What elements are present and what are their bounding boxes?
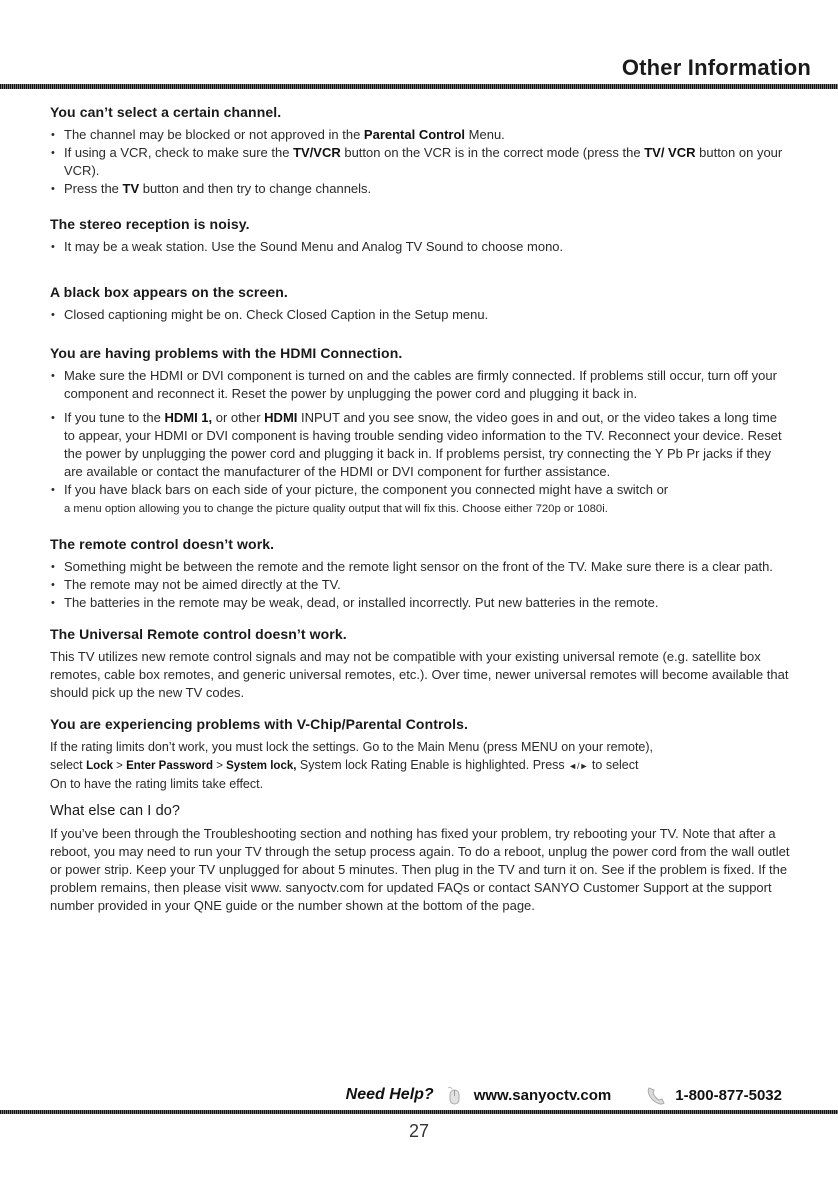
paragraph: This TV utilizes new remote control signals and may not be compatible with your existing universal remote (e.g. satellite box remotes, cable box remotes, and generic universal remotes, etc.). Over time, newer universal remotes will become available that should pick up the new TV codes. — [50, 649, 789, 700]
main-content — [50, 104, 790, 915]
section-stereo — [50, 216, 790, 256]
arrow-keys-icon: ◄/► — [568, 761, 589, 771]
section-heading: The stereo reception is noisy. — [50, 216, 250, 232]
bullet-list — [50, 238, 790, 256]
list-item: • If you have black bars on each side of your picture, the component you connected might have a switch or a menu option allowing you to change the picture quality output that will fix this. Choose either 720p or 1080i. — [50, 481, 790, 518]
list-item: • The batteries in the remote may be weak, dead, or installed incorrectly. Put new batteries in the remote. — [50, 594, 790, 612]
list-item: • Press the TV button and then try to change channels. — [50, 180, 790, 198]
footer-divider — [0, 1110, 838, 1114]
need-help-label: Need Help? — [345, 1086, 434, 1103]
list-item: • If you tune to the HDMI 1, or other HDMI INPUT and you see snow, the video goes in and out, or the video takes a long time to appear, your HDMI or DVI component is having trouble sending video information to the TV. Reconnect your device. Reset the power by unplugging the power cord and plugging it back in. If problems persist, try connecting the Y Pb Pr jacks if they are available or contact the manufacturer of the HDMI or DVI component for further assistance. — [50, 409, 790, 481]
computer-mouse-icon — [444, 1085, 464, 1105]
section-black-box — [50, 284, 790, 324]
paragraph: If you’ve been through the Troubleshooting section and nothing has fixed your problem, try rebooting your TV. Note that after a reboot, you may need to run your TV through the setup process again. To do a reboot, unplug the power cord from the wall outlet or power strip. Keep your TV unplugged for about 5 minutes. Then plug in the TV and turn it on. See if the problem is fixed. If the problem remains, then please visit www. sanyoctv.com for updated FAQs or contact SANYO Customer Support at the support number provided in your QNE guide or the number shown at the bottom of the page. — [50, 826, 790, 913]
section-what-else — [50, 803, 790, 915]
list-item: • Something might be between the remote and the remote light sensor on the front of the TV. Make sure there is a clear path. — [50, 558, 790, 576]
section-vchip — [50, 716, 790, 793]
section-channel — [50, 104, 790, 198]
section-heading: A black box appears on the screen. — [50, 284, 288, 300]
list-item: • If using a VCR, check to make sure the TV/VCR button on the VCR is in the correct mode (press the TV/ VCR button on your VCR). — [50, 144, 790, 180]
support-phone[interactable]: 1-800-877-5032 — [675, 1086, 782, 1104]
section-heading: You can’t select a certain channel. — [50, 104, 282, 120]
bullet-list — [50, 306, 790, 324]
section-universal-remote — [50, 626, 790, 702]
bullet-list — [50, 126, 790, 198]
list-item: • It may be a weak station. Use the Sound Menu and Analog TV Sound to choose mono. — [50, 238, 790, 256]
section-heading: The remote control doesn’t work. — [50, 536, 275, 552]
page-title: Other Information — [621, 55, 811, 80]
section-heading: The Universal Remote control doesn’t work. — [50, 626, 347, 642]
section-heading: What else can I do? — [50, 803, 181, 819]
section-remote — [50, 536, 790, 612]
paragraph: If the rating limits don’t work, you must lock the settings. Go to the Main Menu (press MENU on your remote), select Lock > Enter Password > System lock, System lock Rating Enable is highlighted. Press ◄/► to select On to have the rating limits take effect. — [50, 740, 654, 791]
bullet-list — [50, 558, 790, 612]
list-item: • Closed captioning might be on. Check Closed Caption in the Setup menu. — [50, 306, 790, 324]
list-item: • Make sure the HDMI or DVI component is turned on and the cables are firmly connected. If problems still occur, turn off your component and reconnect it. Reset the power by unplugging the power cord and plugging it back in. — [50, 367, 790, 403]
help-bar — [346, 1083, 782, 1107]
list-item: • The channel may be blocked or not approved in the Parental Control Menu. — [50, 126, 790, 144]
telephone-icon — [645, 1085, 665, 1105]
page-number: 27 — [408, 1121, 430, 1141]
section-heading: You are having problems with the HDMI Connection. — [50, 345, 403, 361]
website-link[interactable]: www.sanyoctv.com — [473, 1086, 612, 1104]
section-heading: You are experiencing problems with V-Chip/Parental Controls. — [50, 716, 469, 732]
bullet-list — [50, 367, 790, 518]
list-item: • The remote may not be aimed directly at the TV. — [50, 576, 790, 594]
section-hdmi — [50, 345, 790, 518]
header-divider — [0, 84, 838, 89]
